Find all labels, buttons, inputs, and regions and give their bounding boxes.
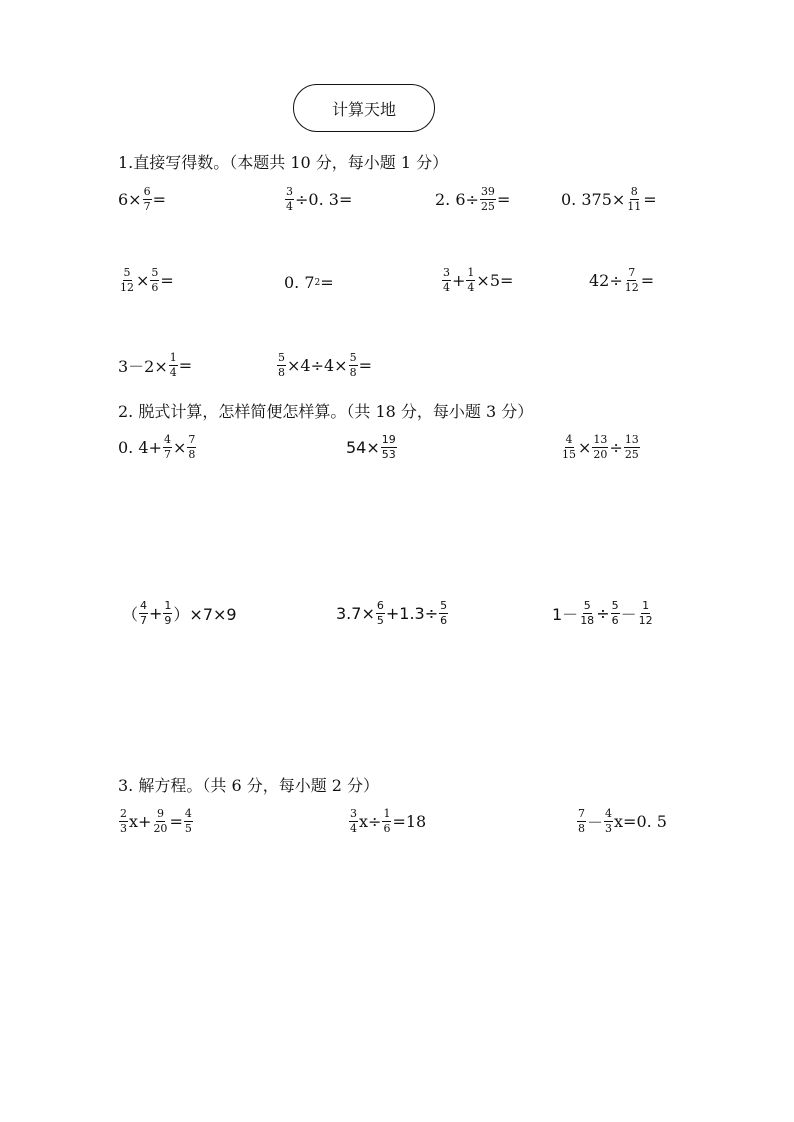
fraction: $\frac{5}{6}$ bbox=[611, 599, 619, 628]
fraction: $\frac{1}{4}$ bbox=[169, 351, 177, 380]
fraction: $\frac{8}{11}$ bbox=[627, 185, 642, 214]
fraction: $\frac{5}{8}$ bbox=[278, 351, 285, 380]
s1-item-6: 0. 7 2 = bbox=[284, 273, 334, 292]
fraction: $\frac{7}{8}$ bbox=[578, 807, 585, 836]
fraction: $\frac{6}{7}$ bbox=[143, 185, 151, 214]
fraction: $\frac{5}{8}$ bbox=[349, 351, 357, 380]
s1-item-5: $\frac{5}{12}$ × $\frac{5}{6}$ = bbox=[120, 266, 174, 295]
page-title: 计算天地 bbox=[293, 84, 435, 132]
fraction: $\frac{7}{8}$ bbox=[188, 433, 196, 462]
fraction: $\frac{5}{18}$ bbox=[580, 599, 595, 628]
fraction: $\frac{3}{4}$ bbox=[443, 266, 450, 295]
s1-item-9: 3－2× $\frac{1}{4}$ = bbox=[118, 351, 193, 380]
s1-item-2: $\frac{3}{4}$ ÷0. 3= bbox=[286, 185, 353, 214]
s3-item-1: $\frac{2}{3}$ x+ $\frac{9}{20}$ = $\frac{4}{5}$ bbox=[120, 807, 192, 836]
fraction: $\frac{4}{7}$ bbox=[163, 433, 171, 462]
fraction: $\frac{2}{3}$ bbox=[120, 807, 127, 836]
s2-item-1: 0. 4+ $\frac{4}{7}$ × $\frac{7}{8}$ bbox=[118, 433, 196, 462]
section2-heading: 2. 脱式计算，怎样简便怎样算。（共 18 分，每小题 3 分） bbox=[118, 402, 534, 421]
fraction: $\frac{13}{20}$ bbox=[593, 433, 608, 462]
fraction: $\frac{3}{4}$ bbox=[350, 807, 357, 836]
fraction: $\frac{6}{5}$ bbox=[376, 599, 384, 628]
s2-item-3: $\frac{4}{15}$ × $\frac{13}{20}$ ÷ $\frac{13}{25}$ bbox=[562, 433, 639, 462]
fraction: $\frac{5}{6}$ bbox=[440, 599, 448, 628]
fraction: $\frac{4}{5}$ bbox=[184, 807, 192, 836]
fraction: $\frac{5}{6}$ bbox=[151, 266, 159, 295]
s1-item-8: 42÷ $\frac{7}{12}$ = bbox=[589, 266, 655, 295]
s2-item-4: （ $\frac{4}{7}$ + $\frac{1}{9}$ ）×7×9 bbox=[122, 599, 237, 628]
fraction: $\frac{7}{12}$ bbox=[624, 266, 639, 295]
fraction: $\frac{9}{20}$ bbox=[153, 807, 168, 836]
s2-item-5: 3.7× $\frac{6}{5}$ +1.3÷ $\frac{5}{6}$ bbox=[336, 599, 448, 628]
section1-heading: 1.直接写得数。（本题共 10 分，每小题 1 分） bbox=[118, 153, 449, 172]
fraction: $\frac{4}{3}$ bbox=[605, 807, 613, 836]
fraction: $\frac{1}{4}$ bbox=[467, 266, 475, 295]
s3-item-3: $\frac{7}{8}$ － $\frac{4}{3}$ x=0. 5 bbox=[578, 807, 667, 836]
fraction: $\frac{19}{53}$ bbox=[381, 433, 396, 462]
section3-heading: 3. 解方程。（共 6 分，每小题 2 分） bbox=[118, 776, 380, 795]
fraction: $\frac{3}{4}$ bbox=[286, 185, 293, 214]
s2-item-2: 54× $\frac{19}{53}$ bbox=[346, 433, 396, 462]
s2-item-6: 1－ $\frac{5}{18}$ ÷ $\frac{5}{6}$ － $\frac{1}{12}$ bbox=[552, 599, 653, 628]
s1-item-7: $\frac{3}{4}$ + $\frac{1}{4}$ ×5= bbox=[443, 266, 514, 295]
fraction: $\frac{4}{15}$ bbox=[562, 433, 576, 462]
s1-item-3: 2. 6÷ $\frac{39}{25}$ = bbox=[435, 185, 511, 214]
fraction: $\frac{13}{25}$ bbox=[624, 433, 639, 462]
fraction: $\frac{5}{12}$ bbox=[120, 266, 134, 295]
fraction: $\frac{39}{25}$ bbox=[480, 185, 495, 214]
fraction: $\frac{4}{7}$ bbox=[140, 599, 148, 628]
s1-item-4: 0. 375× $\frac{8}{11}$ = bbox=[561, 185, 657, 214]
fraction: $\frac{1}{12}$ bbox=[638, 599, 653, 628]
s1-item-1: 6× $\frac{6}{7}$ = bbox=[118, 185, 166, 214]
fraction: $\frac{1}{6}$ bbox=[383, 807, 391, 836]
fraction: $\frac{1}{9}$ bbox=[164, 599, 172, 628]
s3-item-2: $\frac{3}{4}$ x÷ $\frac{1}{6}$ =18 bbox=[350, 807, 427, 836]
s1-item-10: $\frac{5}{8}$ ×4÷4× $\frac{5}{8}$ = bbox=[278, 351, 372, 380]
